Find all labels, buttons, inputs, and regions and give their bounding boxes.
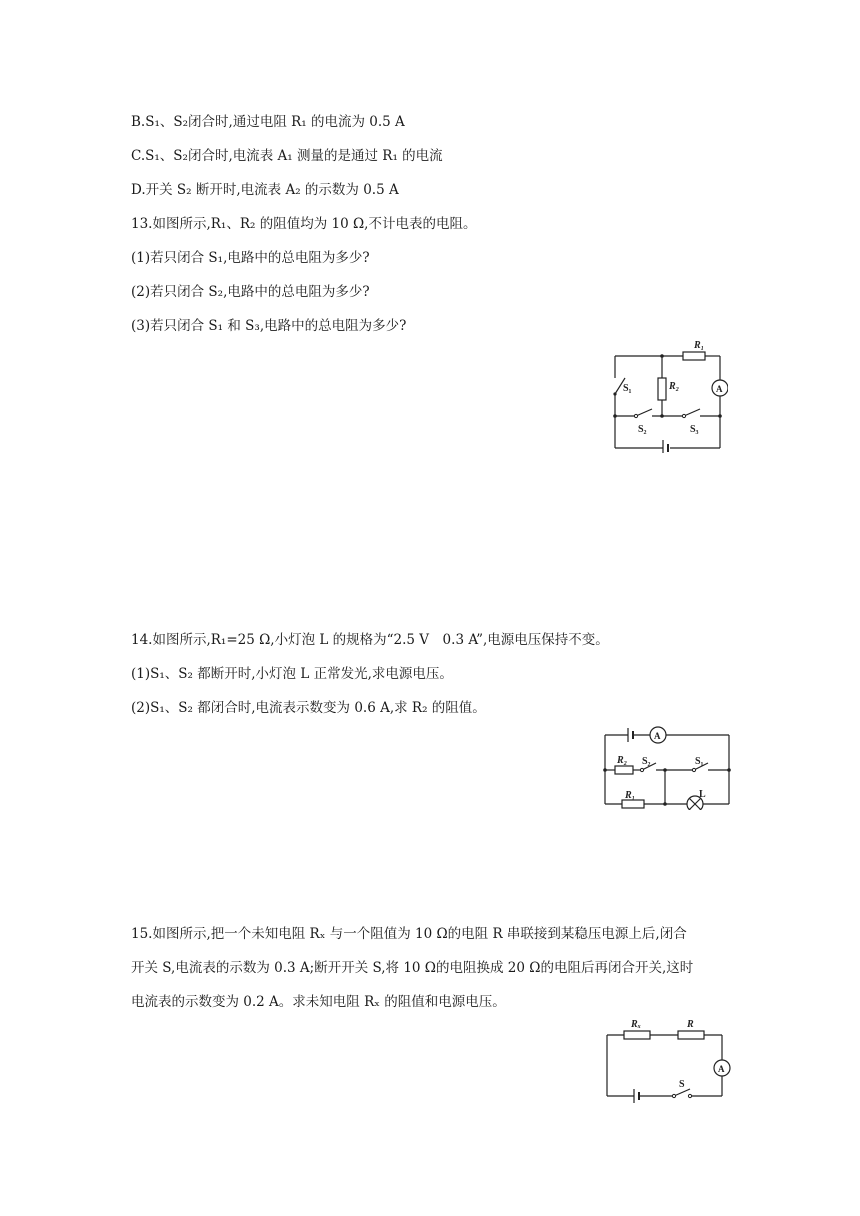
q14-s2-label: S₂: [642, 756, 651, 767]
q14-stem: 14.如图所示,R₁=25 Ω,小灯泡 L 的规格为“2.5 V 0.3 A”,电源电压保持不变。: [131, 632, 609, 648]
q14-r2-label: R₂: [617, 755, 628, 766]
q13-r1-resistor: [683, 352, 705, 360]
q14-r1-resistor: [622, 800, 644, 808]
q14-part-2: (2)S₁、S₂ 都闭合时,电流表示数变为 0.6 A,求 R₂ 的阻值。: [131, 700, 486, 716]
q15-r-resistor: [678, 1031, 704, 1039]
q15-circuit-diagram: [600, 1018, 740, 1108]
q13-r1-label: R₁: [694, 340, 705, 351]
q13-ammeter-label: A: [716, 384, 723, 394]
q15-stem-line-1: 15.如图所示,把一个未知电阻 Rₓ 与一个阻值为 10 Ω的电阻 R 串联接到某稳压电源上后,闭合: [131, 926, 687, 942]
q13-s1-label: S₁: [623, 383, 632, 394]
q15-stem-line-3: 电流表的示数变为 0.2 A。求未知电阻 Rₓ 的阻值和电源电压。: [131, 994, 506, 1010]
q13-s2-label: S₂: [638, 424, 647, 435]
q14-ammeter-label: A: [654, 731, 661, 741]
q15-rx-label: Rₓ: [631, 1019, 642, 1030]
q15-rx-resistor: [624, 1031, 650, 1039]
q14-s1-label: S₁: [695, 756, 704, 767]
q15-ammeter-label: A: [718, 1064, 725, 1074]
q14-r2-resistor: [615, 766, 633, 774]
q13-part-2: (2)若只闭合 S₂,电路中的总电阻为多少?: [131, 284, 370, 300]
q14-circuit-diagram: [598, 722, 736, 810]
q13-part-3: (3)若只闭合 S₁ 和 S₃,电路中的总电阻为多少?: [131, 318, 407, 334]
q13-r2-resistor: [658, 378, 666, 400]
q15-r-label: R: [687, 1019, 694, 1030]
q15-switch-label: S: [679, 1079, 685, 1090]
q14-lamp-label: L: [699, 789, 706, 800]
q13-r2-label: R₂: [669, 381, 680, 392]
q14-part-1: (1)S₁、S₂ 都断开时,小灯泡 L 正常发光,求电源电压。: [131, 666, 453, 682]
q13-stem: 13.如图所示,R₁、R₂ 的阻值均为 10 Ω,不计电表的电阻。: [131, 216, 477, 232]
q15-stem-line-2: 开关 S,电流表的示数为 0.3 A;断开开关 S,将 10 Ω的电阻换成 20 Ω的电阻后再闭合开关,这时: [131, 960, 694, 976]
option-d: D.开关 S₂ 断开时,电流表 A₂ 的示数为 0.5 A: [131, 182, 399, 198]
option-b: B.S₁、S₂闭合时,通过电阻 R₁ 的电流为 0.5 A: [131, 114, 405, 130]
q13-s3-label: S₃: [690, 424, 699, 435]
q13-part-1: (1)若只闭合 S₁,电路中的总电阻为多少?: [131, 250, 370, 266]
q14-r1-label: R₁: [625, 790, 636, 801]
option-c: C.S₁、S₂闭合时,电流表 A₁ 测量的是通过 R₁ 的电流: [131, 148, 443, 164]
q13-circuit-diagram: [608, 338, 728, 453]
